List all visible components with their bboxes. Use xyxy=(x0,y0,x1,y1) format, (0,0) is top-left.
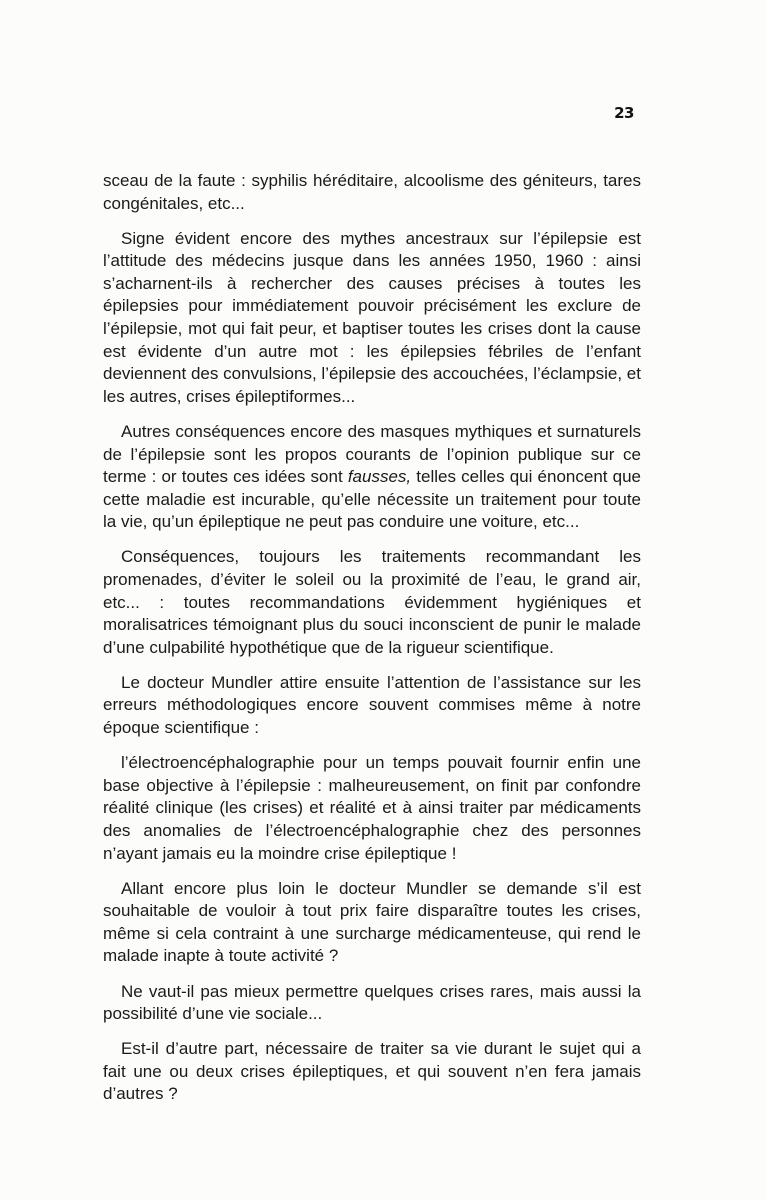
paragraph-3-text-a: Autres conséquences encore des masques mythiques et surnaturels de l’épilepsie sont les propos courants de l’opinion publique sur ce terme : or toutes ces idées sont xyxy=(103,421,641,487)
paragraph-3 xyxy=(103,421,641,534)
page-number: 23 xyxy=(614,104,634,122)
paragraph-1: sceau de la faute : syphilis héréditaire, alcoolisme des géniteurs, tares congénitales, etc... xyxy=(103,171,641,213)
body-text xyxy=(103,170,641,1118)
paragraph-4: Conséquences, toujours les traitements recommandant les promenades, d’éviter le soleil ou la proximité de l’eau, le grand air, etc... : toutes recommandations évidemment hygiéniques et moralisatrices témoignant plus du souci inconscient de punir le malade d’une culpabilité hypothétique que de la rigueur scientifique. xyxy=(103,547,641,657)
paragraph-9: Est-il d’autre part, nécessaire de traiter sa vie durant le sujet qui a fait une ou deux crises épileptiques, et qui souvent n’en fera jamais d’autres ? xyxy=(103,1039,641,1104)
paragraph-3-text-b: telles celles qui énoncent que cette maladie est incurable, qu’elle nécessite un traitement pour toute la vie, qu’un épileptique ne peut pas conduire une voiture, etc... xyxy=(103,467,641,532)
paragraph-6: l’électroencéphalographie pour un temps pouvait fournir enfin une base objective à l’épilepsie : malheureusement, on finit par confondre réalité clinique (les crises) et réalité et à ainsi traiter par médicaments des anomalies de l’électroencéphalographie chez des personnes n’ayant jamais eu la moindre crise épileptique ! xyxy=(103,753,641,863)
paragraph-7: Allant encore plus loin le docteur Mundler se demande s’il est souhaitable de vouloir à tout prix faire disparaître toutes les crises, même si cela contraint à une surcharge médicamenteuse, qui rend le malade inapte à toute activité ? xyxy=(103,878,641,966)
paragraph-8: Ne vaut-il pas mieux permettre quelques crises rares, mais aussi la possibilité d’une vie sociale... xyxy=(103,981,641,1024)
paragraph-2: Signe évident encore des mythes ancestraux sur l’épilepsie est l’attitude des médecins jusque dans les années 1950, 1960 : ainsi s’acharnent-ils à rechercher des causes précises à toutes les épilepsies pour immédiatement pouvoir précisément les exclure de l’épilepsie, mot qui fait peur, et baptiser toutes les crises dont la cause est évidente d’un autre mot : les épilepsies fébriles de l’enfant deviennent des convulsions, l’épilepsie des accouchées, l’éclampsie, et les autres, crises épileptiformes... xyxy=(103,228,641,406)
paragraph-5: Le docteur Mundler attire ensuite l’attention de l’assistance sur les erreurs méthodologiques encore souvent commises même à notre époque scientifique : xyxy=(103,672,641,738)
paragraph-3-italic: fausses, xyxy=(347,467,412,487)
